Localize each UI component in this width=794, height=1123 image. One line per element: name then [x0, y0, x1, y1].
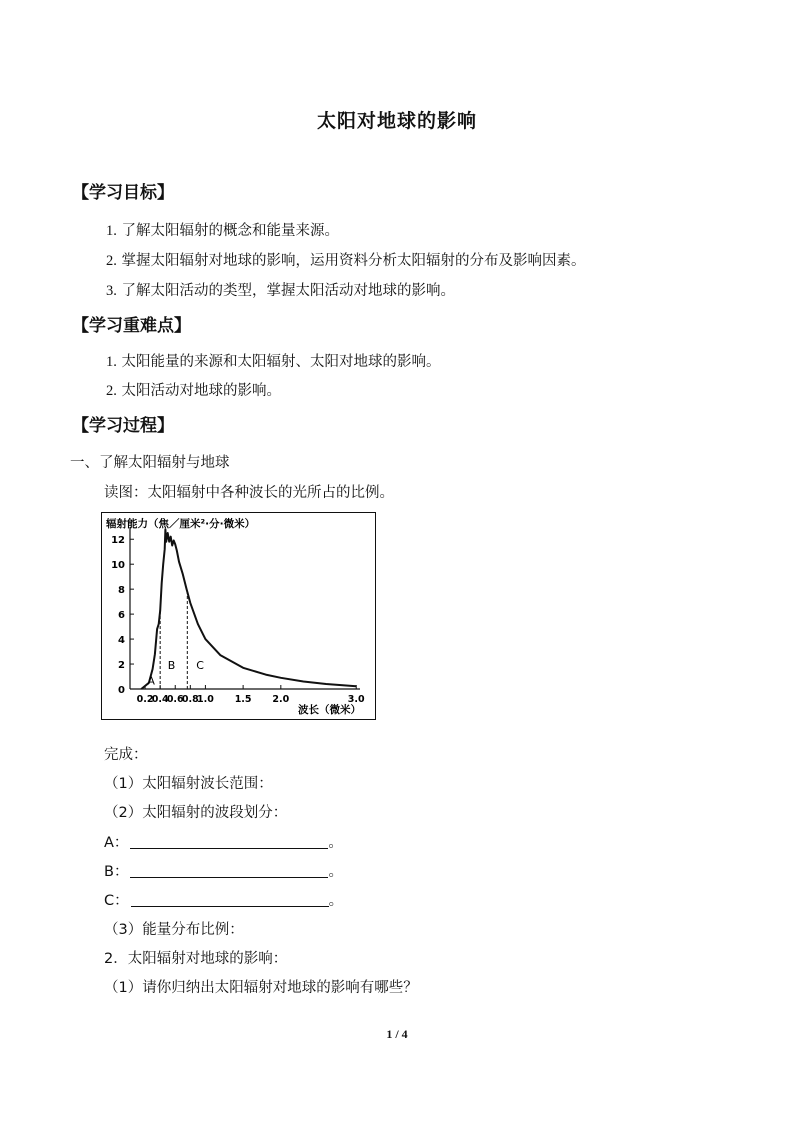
- blank-c[interactable]: [131, 892, 329, 907]
- part-1-heading: 一、了解太阳辐射与地球: [70, 455, 230, 471]
- blank-b[interactable]: [130, 863, 328, 878]
- chart-svg: [102, 513, 374, 718]
- chart-y-tick-label: 6: [118, 610, 125, 622]
- chart-x-tick-label: 1.5: [234, 694, 252, 705]
- chart-x-tick-label: 0.8: [181, 694, 199, 705]
- goal-item-3: 3. 了解太阳活动的类型，掌握太阳活动对地球的影响。: [106, 283, 455, 299]
- chart-y-tick-label: 4: [118, 635, 125, 647]
- section-heading-keypoints: 【学习重难点】: [72, 316, 191, 336]
- answer-line-c: C： 。: [104, 893, 344, 909]
- goal-item-1: 1. 了解太阳辐射的概念和能量来源。: [106, 223, 339, 239]
- chart-region-label: A: [147, 674, 155, 688]
- solar-radiation-chart: [101, 512, 376, 720]
- chart-mark-layer: [141, 529, 356, 689]
- chart-x-tick-label: 2.0: [272, 694, 290, 705]
- chart-x-tick-label: 3.0: [347, 694, 365, 705]
- chart-ylabel: 辐射能力（焦／厘米²·分·微米）: [106, 518, 256, 530]
- complete-label: 完成：: [104, 747, 148, 763]
- keypoint-item-2: 2. 太阳活动对地球的影响。: [106, 383, 281, 399]
- answer-line-b: B： 。: [104, 864, 343, 880]
- read-chart-instruction: 读图：太阳辐射中各种波长的光所占的比例。: [104, 485, 394, 501]
- chart-x-tick-label: 0.2: [136, 694, 154, 705]
- keypoint-item-1: 1. 太阳能量的来源和太阳辐射、太阳对地球的影响。: [106, 354, 441, 370]
- chart-region-label: C: [196, 659, 204, 673]
- goal-item-2: 2. 掌握太阳辐射对地球的影响，运用资料分析太阳辐射的分布及影响因素。: [106, 253, 586, 269]
- chart-y-tick-label: 10: [111, 560, 125, 572]
- chart-xlabel: 波长（微米）: [298, 704, 361, 716]
- chart-region-label: B: [167, 659, 176, 673]
- question-1: （1）太阳辐射波长范围：: [104, 776, 273, 792]
- chart-x-tick-label: 1.0: [196, 694, 214, 705]
- question-2: （2）太阳辐射的波段划分：: [104, 805, 288, 821]
- answer-line-a: A： 。: [104, 835, 343, 851]
- chart-y-tick-label: 8: [118, 585, 125, 597]
- chart-y-tick-label: 0: [118, 685, 125, 696]
- part-2-heading: 2．太阳辐射对地球的影响：: [104, 951, 288, 967]
- question-4: （1）请你归纳出太阳辐射对地球的影响有哪些？: [104, 980, 418, 996]
- section-heading-process: 【学习过程】: [72, 416, 174, 436]
- chart-y-tick-label: 2: [118, 660, 125, 672]
- page-title: 太阳对地球的影响: [316, 110, 477, 132]
- chart-y-tick-label: 12: [111, 535, 125, 547]
- chart-x-tick-label: 0.6: [166, 694, 184, 705]
- blank-a[interactable]: [130, 834, 328, 849]
- question-3: （3）能量分布比例：: [104, 922, 244, 938]
- chart-x-tick-label: 0.4: [151, 694, 169, 705]
- section-heading-goals: 【学习目标】: [72, 183, 174, 203]
- page-number: 1 / 4: [386, 1027, 408, 1041]
